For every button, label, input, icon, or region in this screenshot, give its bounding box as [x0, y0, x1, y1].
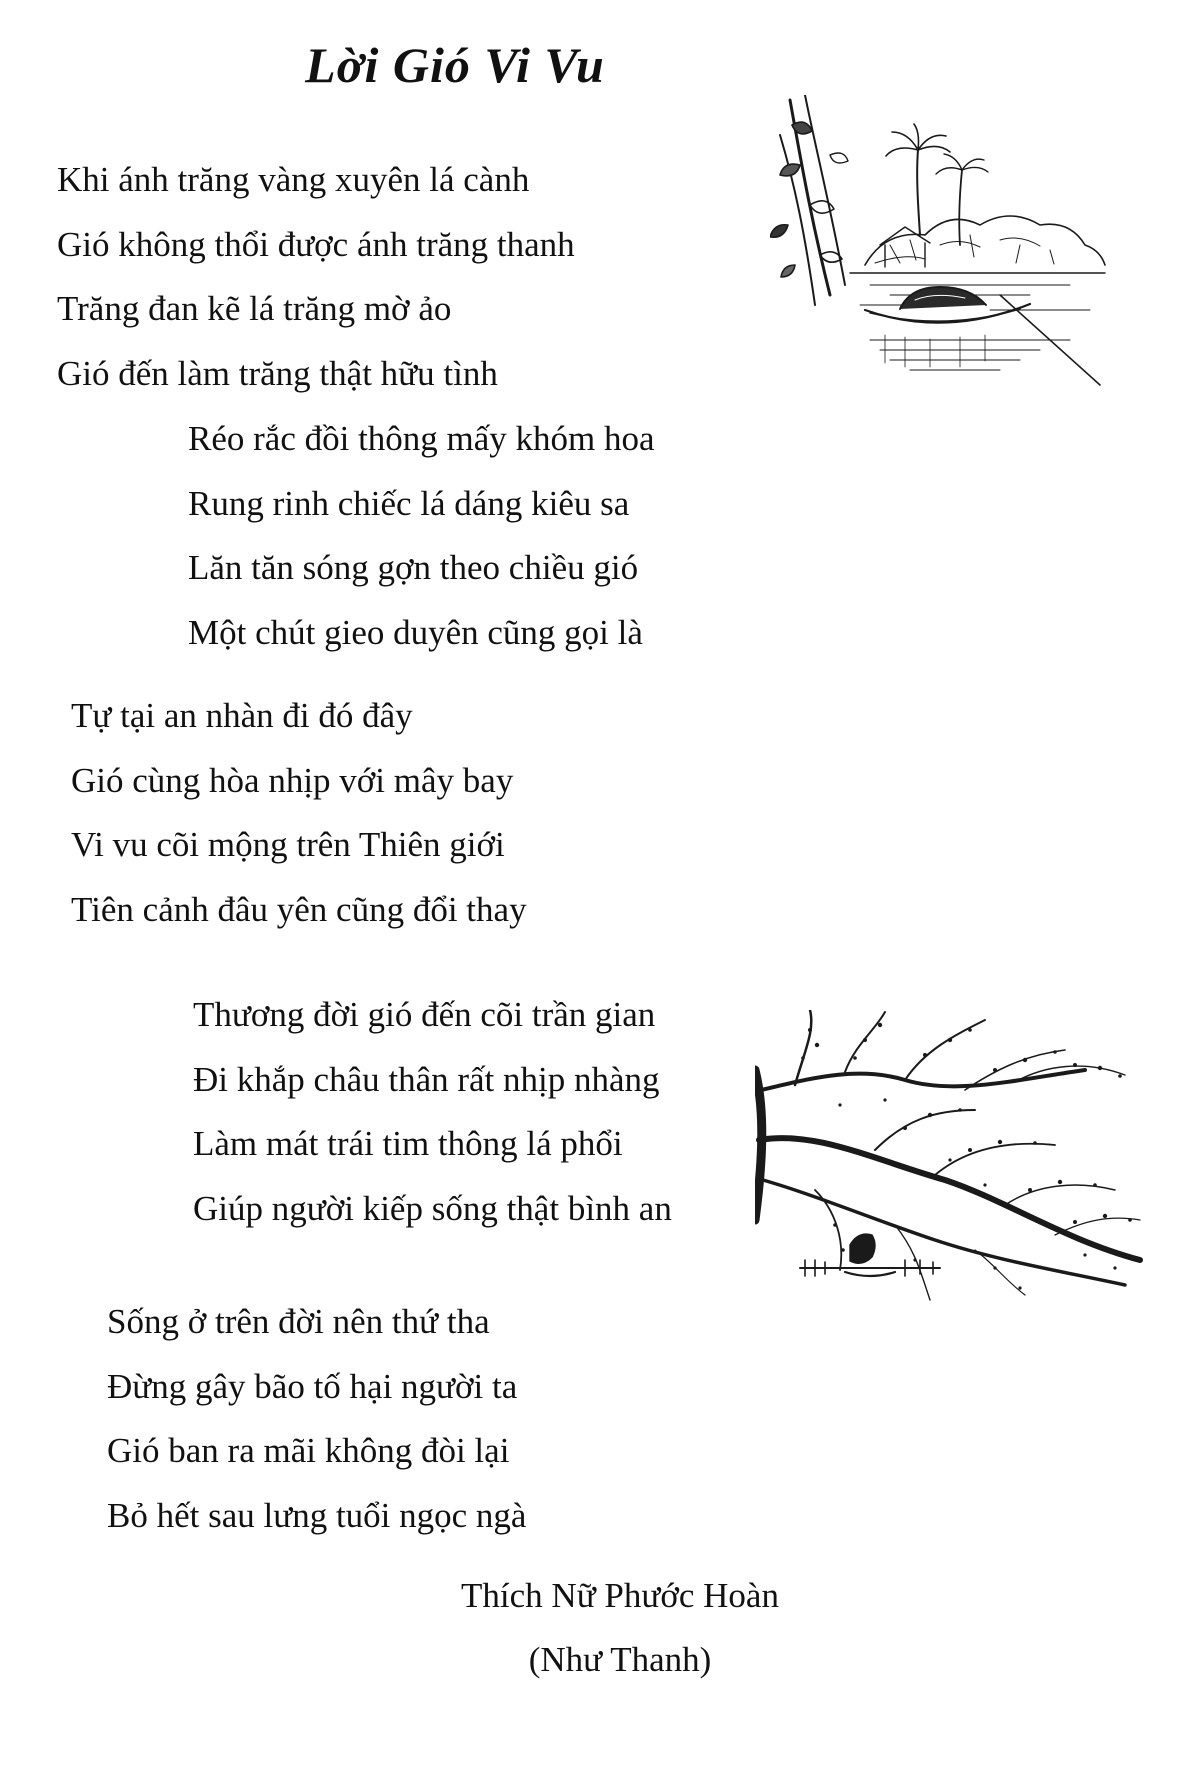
poem-line: Gió không thổi được ánh trăng thanh [57, 224, 575, 264]
poem-line: Một chút gieo duyên cũng gọi là [188, 612, 643, 652]
poem-line: Lăn tăn sóng gợn theo chiều gió [188, 548, 639, 587]
author-pen-name: (Như Thanh) [528, 1640, 712, 1679]
poem-line: Bỏ hết sau lưng tuổi ngọc ngà [107, 1495, 527, 1535]
poem-line: Gió cùng hòa nhịp với mây bay [71, 760, 514, 800]
poem-line: Đi khắp châu thân rất nhịp nhàng [193, 1059, 660, 1099]
poem-line: Tự tại an nhàn đi đó đây [71, 696, 413, 735]
poem-line: Trăng đan kẽ lá trăng mờ ảo [57, 289, 452, 328]
author-name: Thích Nữ Phước Hoàn [461, 1576, 779, 1615]
stanza-3 [71, 684, 527, 942]
poem-line: Giúp người kiếp sống thật bình an [193, 1188, 672, 1228]
riverside-boat-illustration [770, 95, 1130, 395]
poem-title: Lời Gió Vi Vu [305, 37, 605, 93]
poem-line: Khi ánh trăng vàng xuyên lá cành [57, 160, 530, 199]
poem-line: Làm mát trái tim thông lá phổi [193, 1124, 623, 1163]
poem-line: Rung rinh chiếc lá dáng kiêu sa [188, 483, 630, 523]
poem-line: Sống ở trên đời nên thứ tha [107, 1302, 490, 1341]
stanza-1 [57, 148, 575, 406]
poem-line: Vi vu cõi mộng trên Thiên giới [71, 825, 505, 864]
poem-line: Đừng gây bão tố hại người ta [107, 1366, 518, 1406]
poem-line: Réo rắc đồi thông mấy khóm hoa [188, 419, 655, 458]
blossom-branch-illustration [755, 1010, 1145, 1310]
stanza-4 [193, 983, 672, 1241]
poem-line: Gió đến làm trăng thật hữu tình [57, 353, 498, 393]
poem-line: Thương đời gió đến cõi trần gian [193, 995, 656, 1034]
stanza-2 [188, 407, 655, 665]
poem-line: Gió ban ra mãi không đòi lại [107, 1431, 510, 1470]
stanza-5 [107, 1290, 526, 1548]
poem-line: Tiên cảnh đâu yên cũng đổi thay [71, 889, 527, 929]
